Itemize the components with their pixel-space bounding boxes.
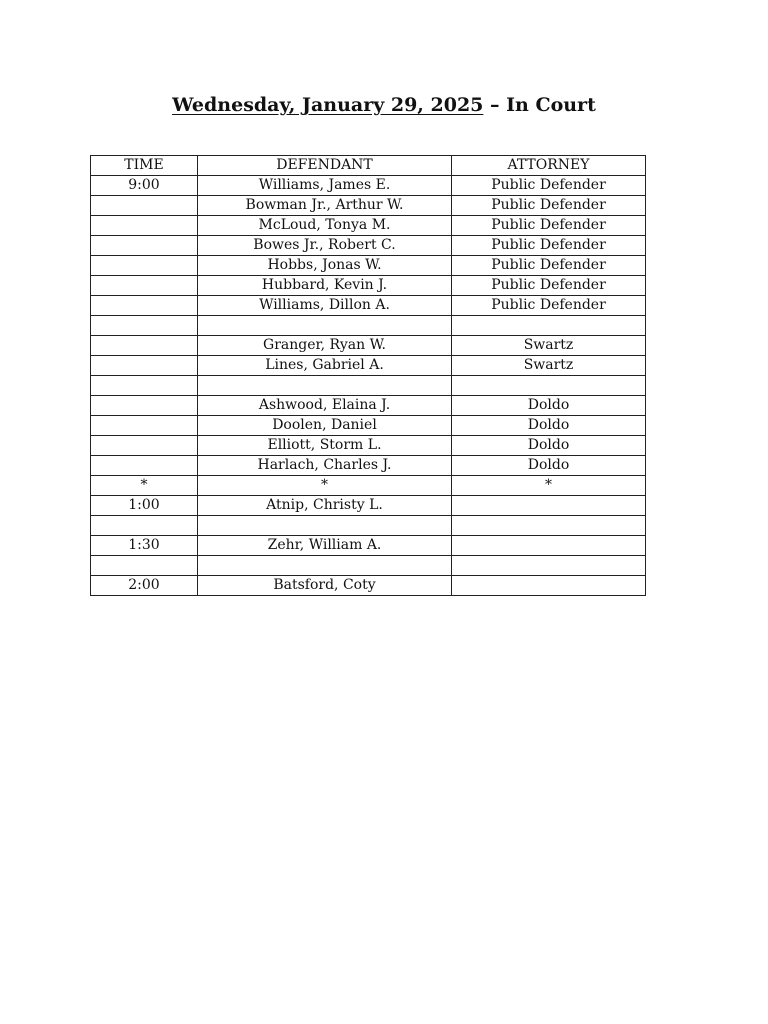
time-cell	[91, 456, 198, 476]
time-cell	[91, 436, 198, 456]
table-row	[91, 256, 646, 276]
time-cell: 1:30	[91, 536, 198, 556]
time-cell	[91, 376, 198, 396]
table-row	[91, 416, 646, 436]
time-cell	[91, 416, 198, 436]
table-row	[91, 516, 646, 536]
defendant-cell: Granger, Ryan W.	[198, 336, 452, 356]
defendant-cell: Elliott, Storm L.	[198, 436, 452, 456]
time-cell	[91, 316, 198, 336]
attorney-cell: Public Defender	[452, 216, 646, 236]
table-row	[91, 576, 646, 596]
defendant-cell: Zehr, William A.	[198, 536, 452, 556]
attorney-cell: Doldo	[452, 436, 646, 456]
attorney-cell	[452, 536, 646, 556]
time-cell	[91, 256, 198, 276]
defendant-cell: *	[198, 476, 452, 496]
page-title-suffix: – In Court	[483, 94, 596, 116]
table-row	[91, 496, 646, 516]
attorney-cell: Public Defender	[452, 196, 646, 216]
time-cell: 1:00	[91, 496, 198, 516]
table-row	[91, 336, 646, 356]
time-cell	[91, 196, 198, 216]
attorney-cell	[452, 316, 646, 336]
attorney-cell: *	[452, 476, 646, 496]
page-title	[0, 92, 768, 118]
attorney-cell: Doldo	[452, 396, 646, 416]
table-row	[91, 236, 646, 256]
table-row	[91, 316, 646, 336]
court-schedule-table	[90, 155, 646, 596]
attorney-cell	[452, 376, 646, 396]
header-time: TIME	[91, 156, 198, 176]
attorney-cell: Doldo	[452, 416, 646, 436]
defendant-cell: Ashwood, Elaina J.	[198, 396, 452, 416]
defendant-cell: Hobbs, Jonas W.	[198, 256, 452, 276]
table-row	[91, 216, 646, 236]
attorney-cell: Public Defender	[452, 256, 646, 276]
defendant-cell: Lines, Gabriel A.	[198, 356, 452, 376]
defendant-cell: McLoud, Tonya M.	[198, 216, 452, 236]
table-row	[91, 276, 646, 296]
table-header-row	[91, 156, 646, 176]
table-row	[91, 556, 646, 576]
time-cell	[91, 236, 198, 256]
defendant-cell: Doolen, Daniel	[198, 416, 452, 436]
defendant-cell: Bowes Jr., Robert C.	[198, 236, 452, 256]
header-defendant: DEFENDANT	[198, 156, 452, 176]
attorney-cell: Public Defender	[452, 276, 646, 296]
defendant-cell	[198, 316, 452, 336]
table-row	[91, 536, 646, 556]
defendant-cell	[198, 556, 452, 576]
table-row	[91, 176, 646, 196]
attorney-cell	[452, 496, 646, 516]
attorney-cell	[452, 516, 646, 536]
table-body	[91, 176, 646, 596]
defendant-cell: Atnip, Christy L.	[198, 496, 452, 516]
attorney-cell: Swartz	[452, 356, 646, 376]
time-cell	[91, 516, 198, 536]
table-row	[91, 376, 646, 396]
attorney-cell: Public Defender	[452, 236, 646, 256]
header-attorney: ATTORNEY	[452, 156, 646, 176]
defendant-cell: Harlach, Charles J.	[198, 456, 452, 476]
attorney-cell: Public Defender	[452, 176, 646, 196]
table-row	[91, 436, 646, 456]
attorney-cell	[452, 576, 646, 596]
time-cell	[91, 296, 198, 316]
defendant-cell: Williams, Dillon A.	[198, 296, 452, 316]
table-row	[91, 296, 646, 316]
table-row	[91, 476, 646, 496]
time-cell: 2:00	[91, 576, 198, 596]
time-cell	[91, 336, 198, 356]
table-row	[91, 356, 646, 376]
time-cell	[91, 216, 198, 236]
time-cell: 9:00	[91, 176, 198, 196]
table-row	[91, 396, 646, 416]
table-row	[91, 456, 646, 476]
time-cell: *	[91, 476, 198, 496]
defendant-cell	[198, 376, 452, 396]
time-cell	[91, 356, 198, 376]
time-cell	[91, 556, 198, 576]
defendant-cell: Hubbard, Kevin J.	[198, 276, 452, 296]
attorney-cell	[452, 556, 646, 576]
defendant-cell	[198, 516, 452, 536]
time-cell	[91, 396, 198, 416]
attorney-cell: Doldo	[452, 456, 646, 476]
attorney-cell: Public Defender	[452, 296, 646, 316]
defendant-cell: Batsford, Coty	[198, 576, 452, 596]
page-title-date: Wednesday, January 29, 2025	[172, 94, 484, 116]
defendant-cell: Bowman Jr., Arthur W.	[198, 196, 452, 216]
table-row	[91, 196, 646, 216]
time-cell	[91, 276, 198, 296]
attorney-cell: Swartz	[452, 336, 646, 356]
defendant-cell: Williams, James E.	[198, 176, 452, 196]
